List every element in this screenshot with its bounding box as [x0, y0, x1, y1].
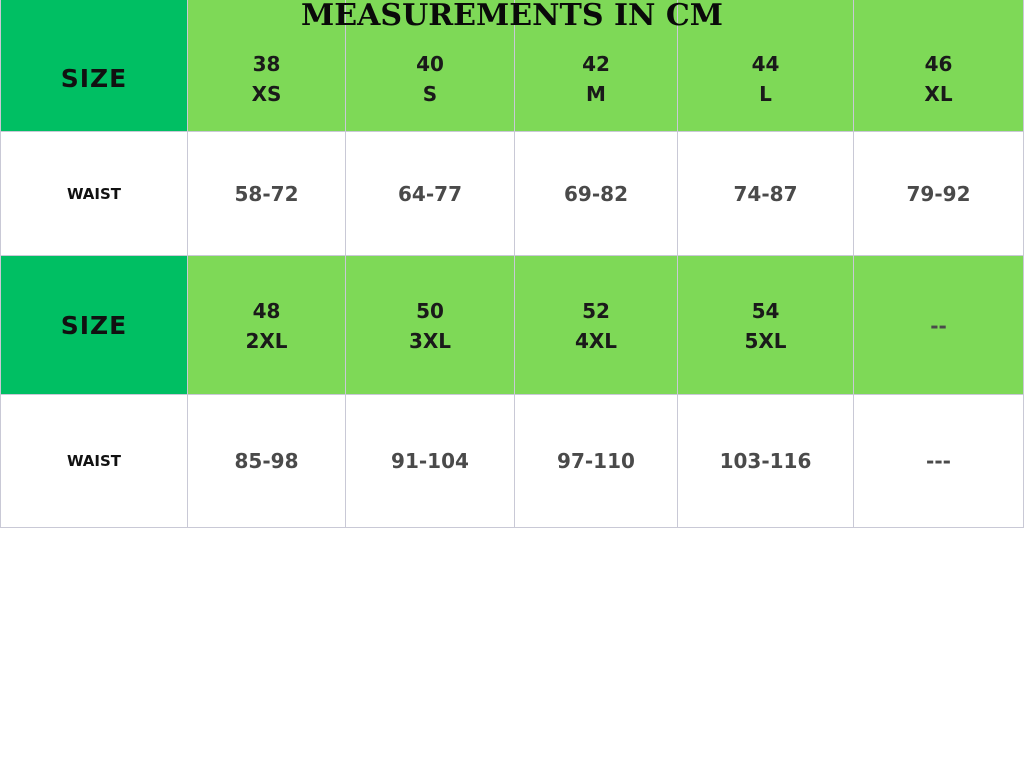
waist-value: 64-77 [398, 182, 462, 206]
size-code: XS [251, 81, 282, 106]
size-number: 42 [582, 51, 610, 76]
size-cell-3xl [346, 256, 515, 395]
waist-value-cell [678, 132, 854, 256]
size-number: 40 [416, 51, 444, 76]
size-label: SIZE [60, 64, 128, 93]
size-code: L [759, 81, 772, 106]
size-number: 50 [416, 298, 444, 323]
size-code: XL [924, 81, 953, 106]
waist-label: WAIST [66, 452, 122, 470]
size-number: 48 [252, 298, 281, 323]
size-number: 52 [582, 298, 610, 323]
waist-value-cell [854, 395, 1024, 527]
waist-row-2 [0, 394, 1024, 528]
waist-value: 91-104 [391, 449, 469, 473]
waist-value-cell [346, 132, 515, 256]
waist-label-cell [0, 132, 188, 256]
waist-value-cell [188, 395, 346, 527]
waist-value-cell [515, 132, 678, 256]
waist-value: 74-87 [733, 182, 798, 206]
waist-value-cell [678, 395, 854, 527]
size-code: M [586, 81, 606, 106]
waist-value: 58-72 [234, 182, 299, 206]
size-number: 54 [751, 298, 780, 323]
size-header-row-2 [0, 255, 1024, 395]
size-label-cell [0, 256, 188, 395]
waist-value-cell [515, 395, 678, 527]
size-number: 44 [751, 51, 780, 76]
waist-value-cell [188, 132, 346, 256]
waist-label: WAIST [66, 185, 122, 203]
waist-value: 69-82 [564, 182, 628, 206]
size-number: 46 [924, 51, 953, 76]
waist-value: 97-110 [557, 449, 635, 473]
size-code: 5XL [744, 328, 787, 353]
waist-value: 103-116 [719, 449, 812, 473]
empty-size-dash: -- [930, 313, 947, 338]
size-cell-5xl [678, 256, 854, 395]
size-code: 3XL [408, 328, 452, 353]
size-cell-4xl [515, 256, 678, 395]
size-cell-2xl [188, 256, 346, 395]
waist-value: 79-92 [906, 182, 971, 206]
size-cell-empty [854, 256, 1024, 395]
size-number: 38 [252, 51, 281, 76]
size-code: 4XL [574, 328, 618, 353]
waist-value-cell [854, 132, 1024, 256]
waist-value: --- [926, 449, 951, 473]
waist-value: 85-98 [234, 449, 299, 473]
size-label: SIZE [60, 311, 128, 340]
size-code: S [422, 81, 438, 106]
waist-row-1 [0, 131, 1024, 256]
waist-label-cell [0, 395, 188, 527]
waist-value-cell [346, 395, 515, 527]
chart-title: MEASUREMENTS IN CM [301, 0, 723, 33]
size-code: 2XL [245, 328, 288, 353]
